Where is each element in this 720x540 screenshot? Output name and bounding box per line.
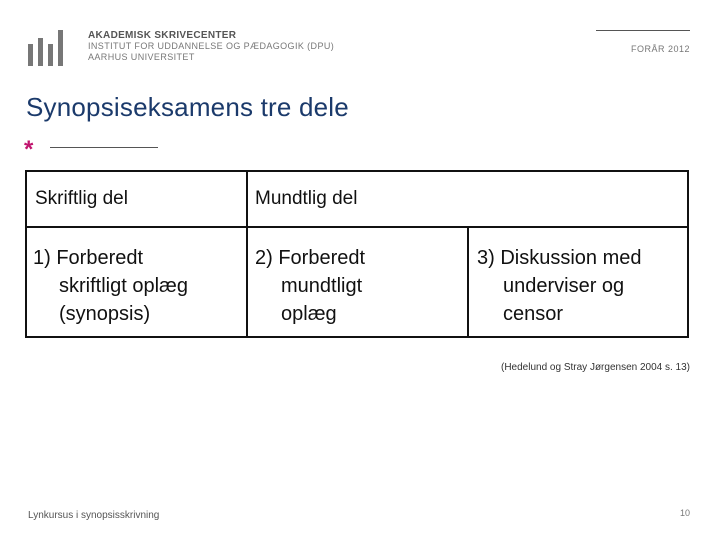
institution-name: AKADEMISK SKRIVECENTER	[88, 30, 237, 41]
title-underline	[50, 147, 158, 148]
slide-title: Synopsiseksamens tre dele	[26, 92, 349, 122]
cell-line: 2) Forberedt	[255, 247, 366, 269]
cell-line: mundtligt	[281, 275, 363, 297]
table-cell-oral-presentation	[255, 244, 365, 328]
cell-line: censor	[503, 303, 564, 325]
asterisk-icon: *	[24, 136, 34, 163]
aarhus-university-logo-icon	[28, 30, 68, 66]
cell-line: (synopsis)	[59, 303, 151, 325]
header-oral-part: Mundtlig del	[255, 188, 358, 209]
exam-parts-table	[25, 170, 689, 338]
university-name: AARHUS UNIVERSITET	[88, 52, 195, 62]
cell-line: skriftligt oplæg	[59, 275, 188, 297]
term-label: FORÅR 2012	[630, 44, 690, 54]
page-number: 10	[679, 508, 690, 518]
footer-course-title: Lynkursus i synopsisskrivning	[28, 510, 160, 521]
cell-line: 1) Forberedt	[33, 247, 144, 269]
header-divider	[596, 30, 690, 31]
cell-line: oplæg	[281, 303, 337, 325]
column-divider	[246, 172, 248, 336]
cell-line: underviser og	[503, 275, 625, 297]
citation: (Hedelund og Stray Jørgensen 2004 s. 13)	[501, 362, 690, 373]
department-name: INSTITUT FOR UDDANNELSE OG PÆDAGOGIK (DPU)	[88, 41, 335, 51]
cell-line: 3) Diskussion med	[477, 247, 642, 269]
table-cell-discussion	[477, 244, 642, 328]
institution-block	[88, 30, 334, 63]
column-divider	[467, 226, 469, 336]
table-cell-written-paper	[33, 244, 188, 328]
header-written-part: Skriftlig del	[35, 188, 128, 209]
